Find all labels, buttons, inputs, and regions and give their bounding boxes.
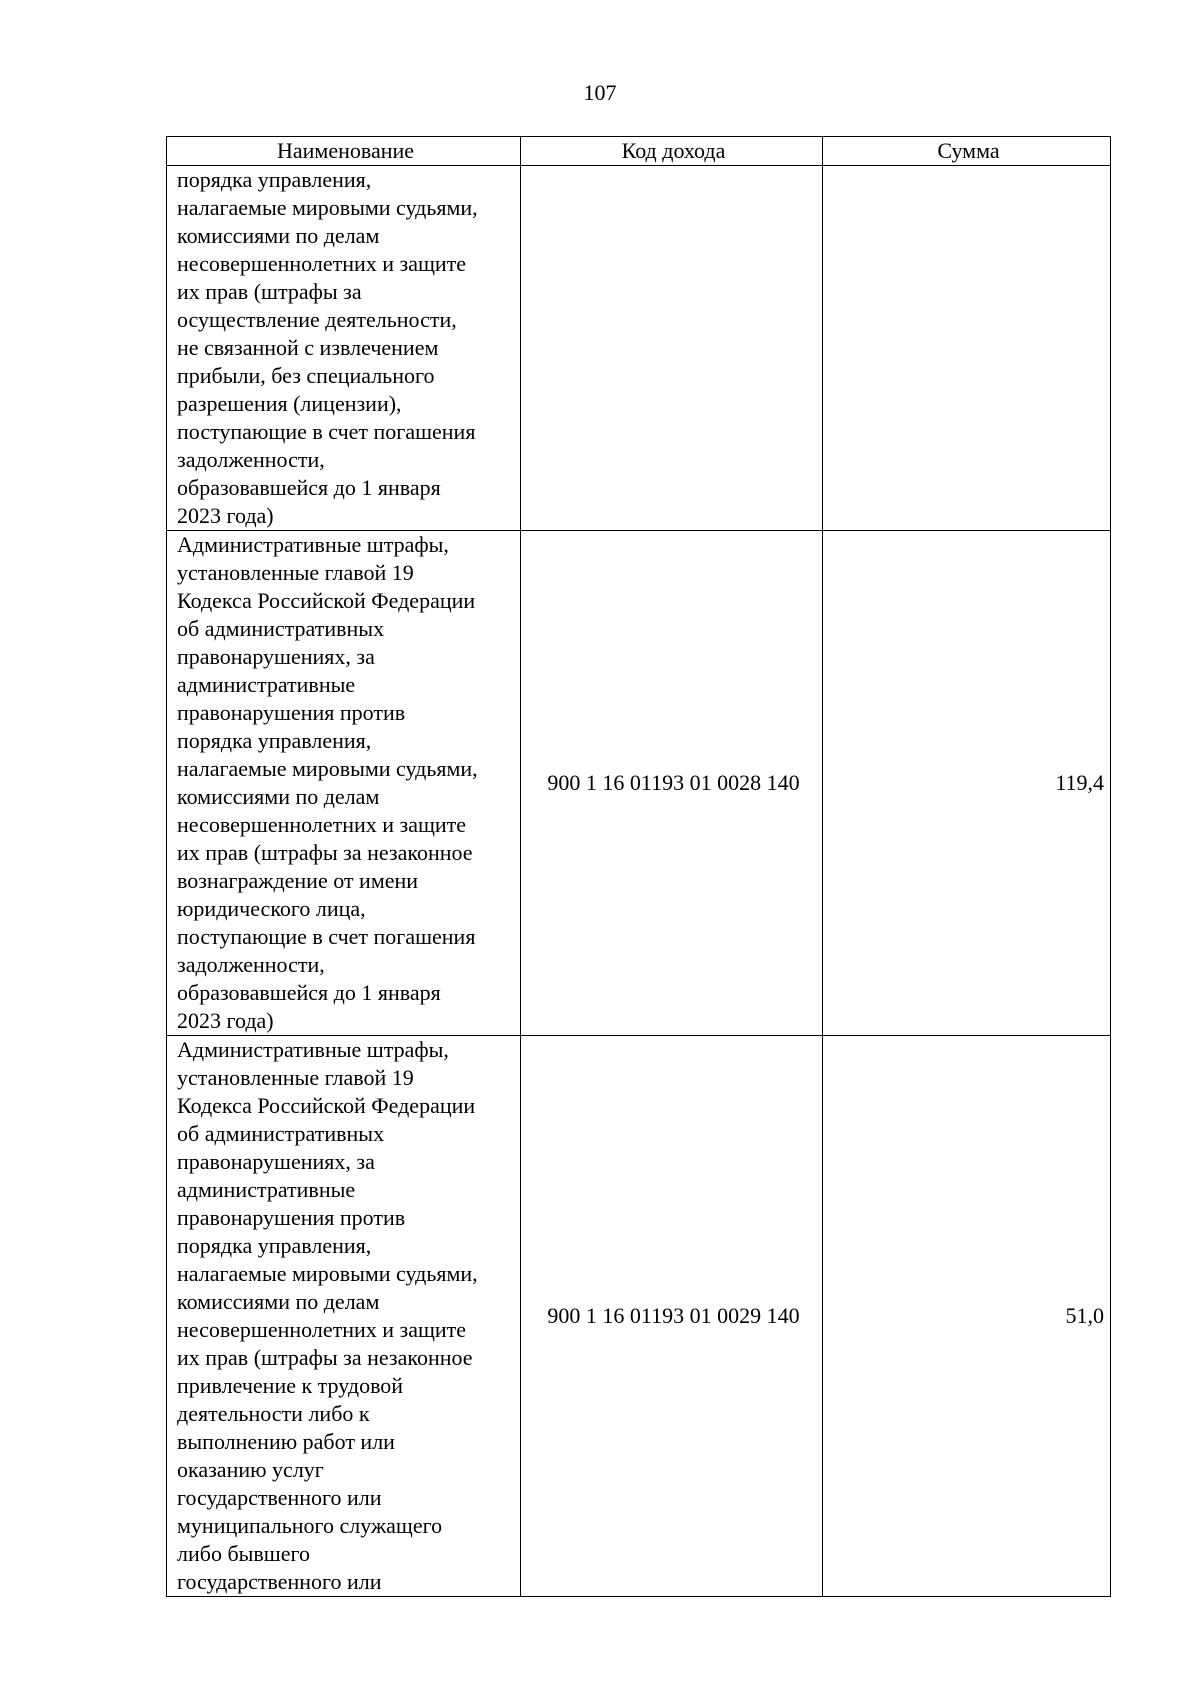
table-header-row	[167, 137, 1111, 166]
header-name: Наименование	[167, 137, 521, 166]
page-number: 107	[583, 80, 617, 105]
row-code-cell	[521, 166, 823, 531]
header-sum: Сумма	[823, 137, 1111, 166]
table-row	[167, 531, 1111, 1036]
row-sum-cell: 119,4	[823, 531, 1111, 1036]
row-name-cell: порядка управления, налагаемые мировыми судьями, комиссиями по делам несовершеннолетних и защите их прав (штрафы за осуществление деятельности, не связанной с извлечением прибыли, без специального разрешения (лицензии), поступающие в счет погашения задолженности, образовавшейся до 1 января 2023 года)	[167, 166, 521, 531]
table-row	[167, 1036, 1111, 1597]
row-code-cell: 900 1 16 01193 01 0029 140	[521, 1036, 823, 1597]
row-sum-cell: 51,0	[823, 1036, 1111, 1597]
row-name-cell: Административные штрафы, установленные главой 19 Кодекса Российской Федерации об административных правонарушениях, за административные правонарушения против порядка управления, налагаемые мировыми судьями, комиссиями по делам несовершеннолетних и защите их прав (штрафы за незаконное вознаграждение от имени юридического лица, поступающие в счет погашения задолженности, образовавшейся до 1 января 2023 года)	[167, 531, 521, 1036]
row-sum-cell	[823, 166, 1111, 531]
revenue-table	[166, 136, 1111, 1597]
row-code-cell: 900 1 16 01193 01 0028 140	[521, 531, 823, 1036]
row-name-cell: Административные штрафы, установленные главой 19 Кодекса Российской Федерации об административных правонарушениях, за административные правонарушения против порядка управления, налагаемые мировыми судьями, комиссиями по делам несовершеннолетних и защите их прав (штрафы за незаконное привлечение к трудовой деятельности либо к выполнению работ или оказанию услуг государственного или муниципального служащего либо бывшего государственного или	[167, 1036, 521, 1597]
header-code: Код дохода	[521, 137, 823, 166]
table-row	[167, 166, 1111, 531]
